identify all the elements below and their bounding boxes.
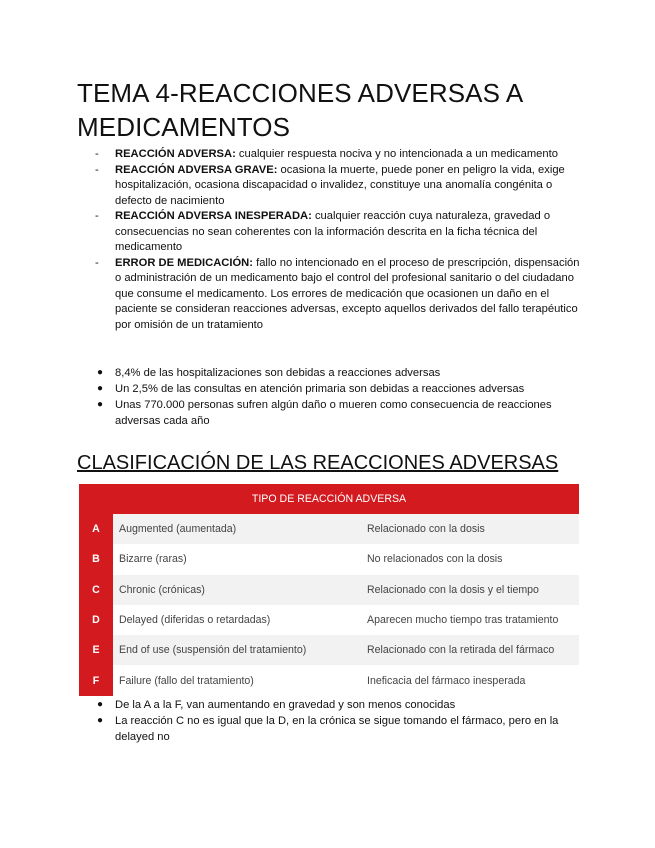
bullet-icon: ● [97, 699, 104, 710]
page-title: TEMA 4-REACCIONES ADVERSAS A MEDICAMENTOS [77, 78, 522, 142]
definition-item: - REACCIÓN ADVERSA: cualquier respuesta nociva y no intencionada a un medicamento [95, 148, 558, 160]
row-name: End of use (suspensión del tratamiento) [113, 635, 363, 665]
definition-text: cualquier respuesta nociva y no intencionada a un medicamento [235, 148, 558, 160]
table-row [79, 514, 579, 544]
definition-term: ERROR DE MEDICACIÓN: [115, 256, 253, 269]
definition-item: - REACCIÓN ADVERSA INESPERADA: cualquier reacción cuya naturaleza, gravedad o consecuencias no sean coherentes con la información descrita en la ficha técnica del medicamento [95, 210, 551, 253]
definition-text: ocasiona la muerte, puede poner en peligro la vida, exige hospitalización, ocasiona discapacidad o invalidez, constituye una anomalía congénita o defecto de nacimiento [115, 163, 565, 207]
definition-term: REACCIÓN ADVERSA: [115, 148, 236, 160]
bullet-icon: ● [97, 715, 104, 726]
row-letter: C [79, 575, 113, 605]
section-title: CLASIFICACIÓN DE LAS REACCIONES ADVERSAS [77, 452, 559, 474]
note-item: ● De la A a la F, van aumentando en gravedad y son menos conocidas [97, 699, 456, 711]
table-header-row [79, 484, 579, 514]
bullet-icon: ● [97, 399, 104, 410]
note-item: ● La reacción C no es igual que la D, en la crónica se sigue tomando el fármaco, pero en la delayed no [97, 715, 559, 743]
stat-item: ● Un 2,5% de las consultas en atención primaria son debidas a reacciones adversas [97, 383, 525, 395]
table-row [79, 635, 579, 665]
bullet-icon: ● [97, 383, 104, 394]
definition-item: - REACCIÓN ADVERSA GRAVE: ocasiona la muerte, puede poner en peligro la vida, exige hospitalización, ocasiona discapacidad o invalidez, constituye una anomalía congénita o defecto de nacimiento [95, 163, 565, 207]
table-row [79, 544, 579, 574]
row-name: Delayed (diferidas o retardadas) [113, 605, 363, 635]
table-row [79, 665, 579, 695]
row-letter: D [79, 605, 113, 635]
row-relation: Relacionado con la dosis y el tiempo [363, 575, 579, 605]
notes-list [95, 697, 585, 745]
row-letter: A [79, 514, 113, 544]
row-name: Bizarre (raras) [113, 544, 363, 574]
row-relation: No relacionados con la dosis [363, 544, 579, 574]
definitions-list [95, 147, 585, 333]
row-relation: Relacionado con la dosis [363, 514, 579, 544]
stat-item: ● 8,4% de las hospitalizaciones son debidas a reacciones adversas [97, 367, 441, 379]
bullet-icon: ● [97, 367, 104, 378]
stat-item: ● Unas 770.000 personas sufren algún daño o mueren como consecuencia de reacciones adversas cada año [97, 399, 552, 427]
row-letter: B [79, 544, 113, 574]
definition-text: fallo no intencionado en el proceso de prescripción, dispensación o administración de un medicamento bajo el control del profesional sanitario o del ciudadano que consume el medicamento. Los errores de medicación que ocasionen un daño en el paciente se consideran reacciones adversas, excepto aquellos derivados del fallo terapéutico por omisión de un tratamiento [115, 256, 580, 331]
row-relation: Relacionado con la retirada del fármaco [363, 635, 579, 665]
definition-term: REACCIÓN ADVERSA GRAVE: [115, 163, 278, 176]
definition-text: cualquier reacción cuya naturaleza, gravedad o consecuencias no sean coherentes con la información descrita en la ficha técnica del medicamento [115, 210, 551, 253]
stats-list [95, 365, 585, 429]
row-letter: F [79, 665, 113, 695]
row-letter: E [79, 635, 113, 665]
table-row [79, 575, 579, 605]
row-name: Failure (fallo del tratamiento) [113, 665, 363, 695]
row-name: Chronic (crónicas) [113, 575, 363, 605]
row-relation: Aparecen mucho tiempo tras tratamiento [363, 605, 579, 635]
row-relation: Ineficacia del fármaco inesperada [363, 665, 579, 695]
reaction-types-table [79, 484, 579, 696]
definition-item: - ERROR DE MEDICACIÓN: fallo no intencionado en el proceso de prescripción, dispensación o administración de un medicamento bajo el control del profesional sanitario o del ciudadano que consume el medicamento. Los errores de medicación que ocasionen un daño en el paciente se consideran reacciones adversas, excepto aquellos derivados del fallo terapéutico por omisión de un tratamiento [95, 256, 580, 331]
table-row [79, 605, 579, 635]
row-name: Augmented (aumentada) [113, 514, 363, 544]
table-header: TIPO DE REACCIÓN ADVERSA [79, 484, 579, 514]
definition-term: REACCIÓN ADVERSA INESPERADA: [115, 210, 312, 222]
